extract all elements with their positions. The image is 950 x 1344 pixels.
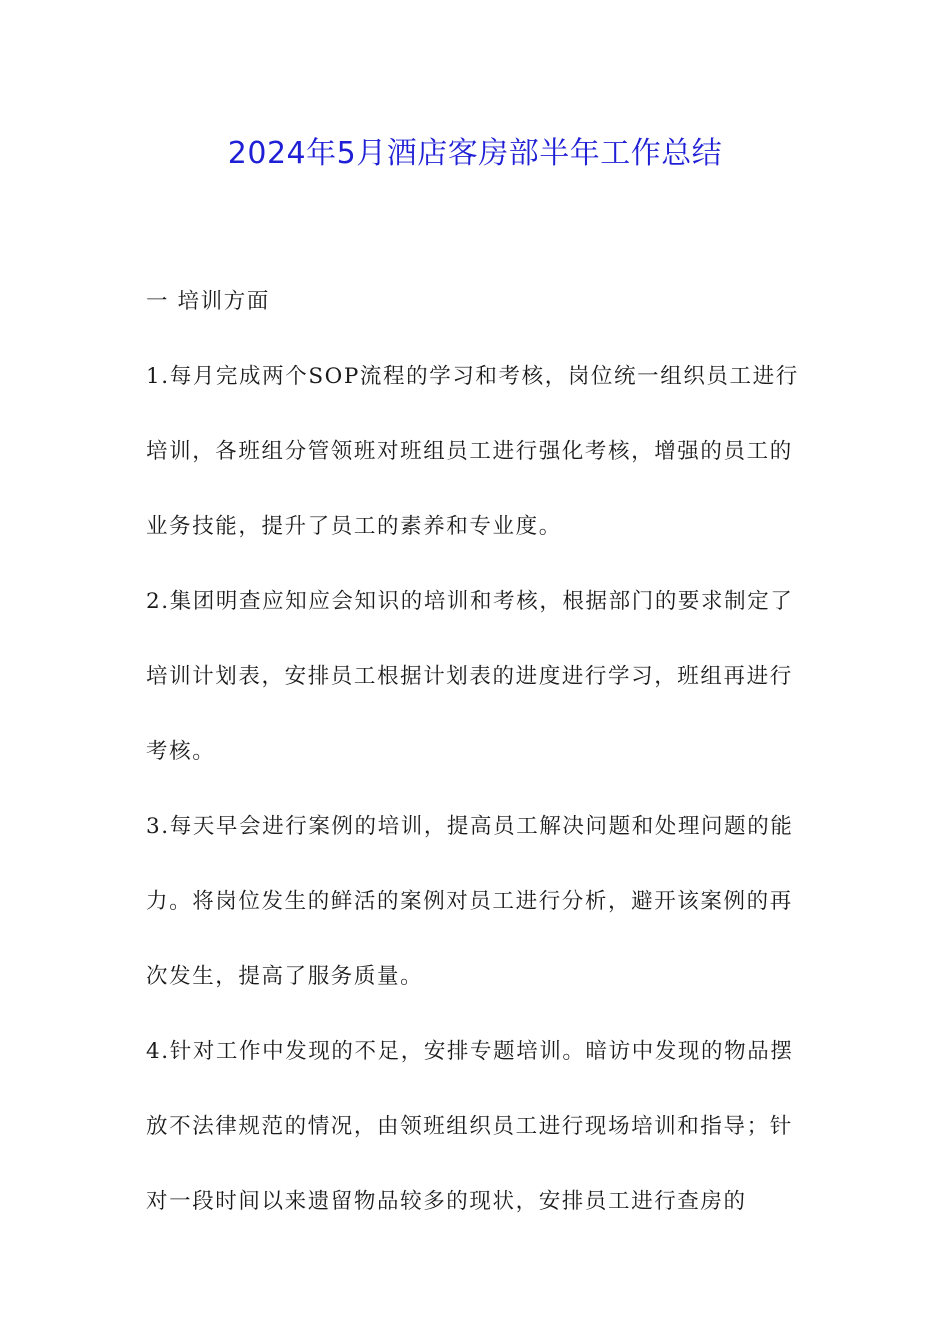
document-title: 2024年5月酒店客房部半年工作总结	[227, 136, 723, 171]
paragraph-4: 4.针对工作中发现的不足，安排专题培训。暗访中发现的物品摆放不法律规范的情况，由领班组织员工进行现场培训和指导；针对一段时间以来遗留物品较多的现状，安排员工进行查房的	[146, 1039, 794, 1214]
paragraph-2: 2.集团明查应知应会知识的培训和考核，根据部门的要求制定了培训计划表，安排员工根据计划表的进度进行学习，班组再进行考核。	[146, 589, 794, 764]
section-heading: 一 培训方面	[146, 289, 270, 314]
document-body	[146, 264, 808, 1239]
paragraph-3: 3.每天早会进行案例的培训，提高员工解决问题和处理问题的能力。将岗位发生的鲜活的案例对员工进行分析，避开该案例的再次发生，提高了服务质量。	[146, 814, 794, 989]
paragraph-1: 1.每月完成两个SOP流程的学习和考核，岗位统一组织员工进行培训，各班组分管领班对班组员工进行强化考核，增强的员工的业务技能，提升了员工的素养和专业度。	[146, 364, 799, 539]
